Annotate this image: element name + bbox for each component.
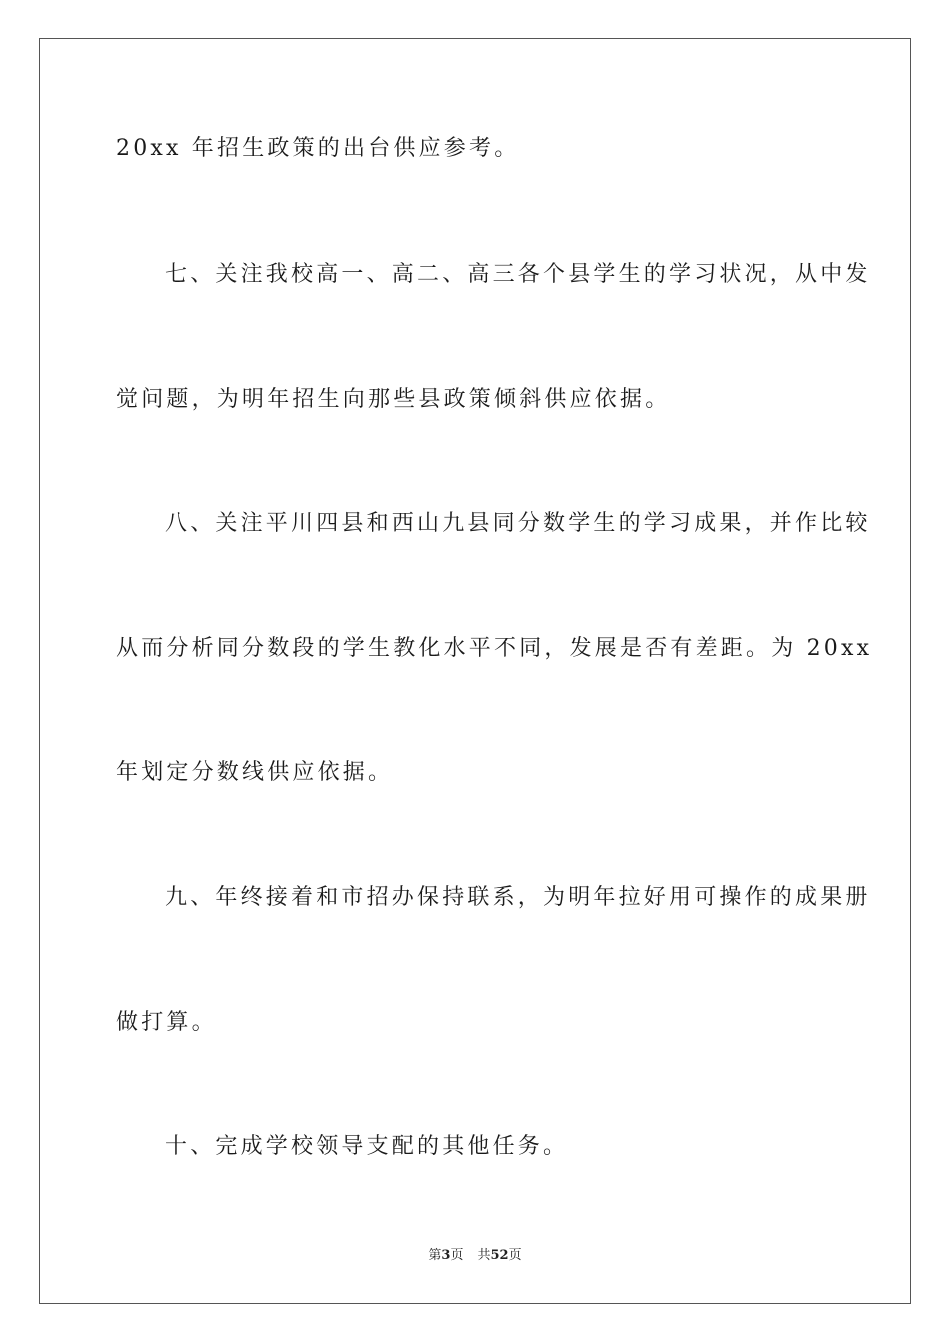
paragraph-line-3: 觉问题，为明年招生向那些县政策倾斜供应依据。 xyxy=(116,387,671,412)
paragraph-line-9: 十、完成学校领导支配的其他任务。 xyxy=(165,1134,569,1159)
paragraph-line-7: 九、年终接着和市招办保持联系，为明年拉好用可操作的成果册 xyxy=(165,885,871,910)
page-suffix: 页 xyxy=(450,1248,464,1263)
paragraph-line-4: 八、关注平川四县和西山九县同分数学生的学习成果，并作比较 xyxy=(165,511,871,536)
total-prefix: 共 xyxy=(477,1248,491,1263)
page-number: 3 xyxy=(441,1248,451,1263)
page-prefix: 第 xyxy=(428,1248,442,1263)
paragraph-line-2: 七、关注我校高一、高二、高三各个县学生的学习状况，从中发 xyxy=(165,262,871,287)
total-suffix: 页 xyxy=(508,1248,522,1263)
total-pages: 52 xyxy=(490,1248,509,1263)
page-footer xyxy=(0,1247,950,1265)
page-frame xyxy=(39,38,911,1304)
paragraph-line-5: 从而分析同分数段的学生教化水平不同，发展是否有差距。为 20xx xyxy=(116,636,873,661)
paragraph-line-6: 年划定分数线供应依据。 xyxy=(116,760,394,785)
paragraph-line-1: 20xx 年招生政策的出台供应参考。 xyxy=(116,136,520,161)
paragraph-line-8: 做打算。 xyxy=(116,1010,217,1035)
